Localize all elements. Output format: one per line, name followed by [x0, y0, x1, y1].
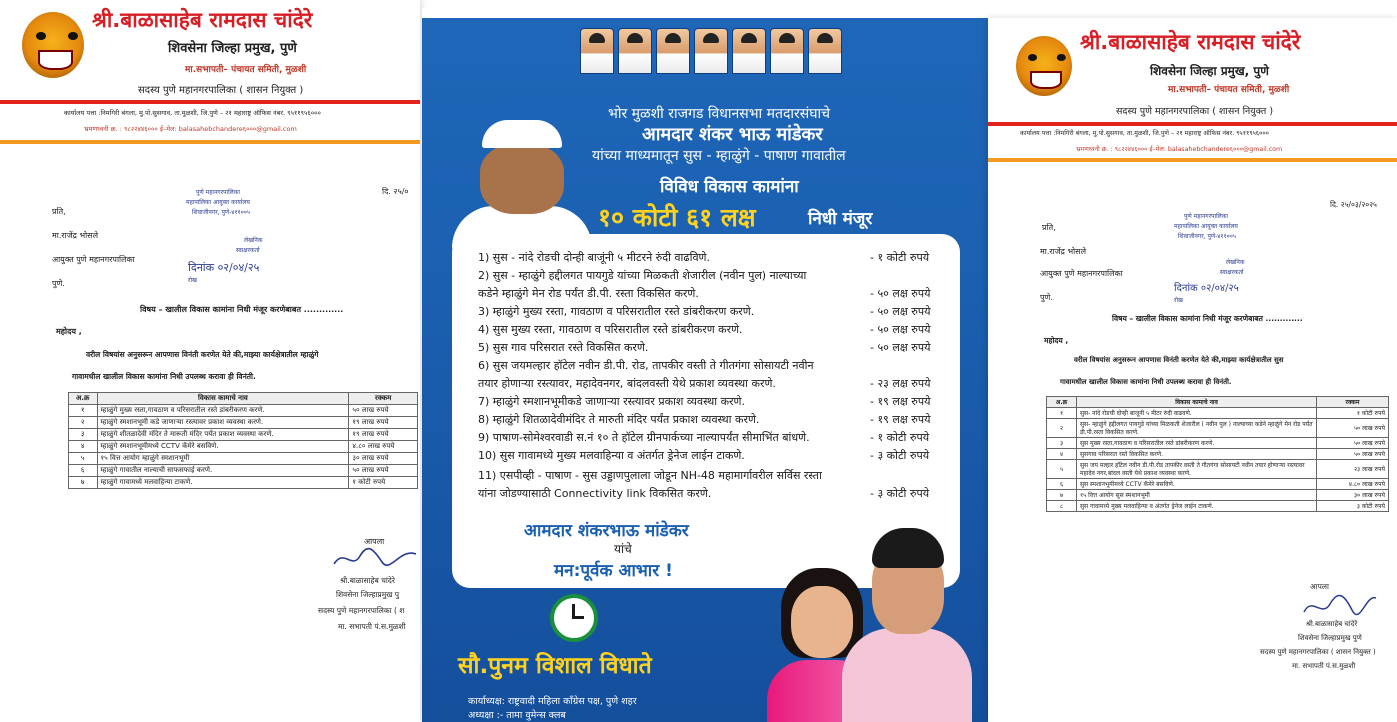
letter-to-3: पुणे. — [1040, 293, 1053, 302]
cell: ३० लाख रुपये — [349, 453, 418, 465]
work-row: 10) सुस गावामध्ये मुख्य मलवाहिन्या व अंतर्गत ड्रेनेज लाईन टाकणे. — [478, 449, 745, 462]
clock-icon — [550, 594, 598, 642]
cell: ५० लाख रुपये — [1317, 449, 1389, 460]
cell: ८ — [1047, 501, 1077, 512]
letterhead-rule-bottom — [988, 158, 1397, 162]
cell: ३ कोटी रुपये — [1317, 501, 1389, 512]
poster-amount-suffix: निधी मंजूर — [808, 209, 873, 229]
table-row — [69, 465, 418, 477]
work-row: 3) म्हाळुंगे मुख्य रस्ता, गावठाण व परिसरातील रस्ते डांबरीकरण करणे. — [478, 305, 755, 318]
letter-to-1: मा.राजेंद्र भोसले — [1040, 247, 1086, 256]
letter-salutation: महोदय , — [1044, 336, 1069, 345]
cell: २ — [1047, 419, 1077, 438]
letter-salutation: महोदय , — [56, 327, 82, 336]
work-amount: - ३ कोटी रुपये — [870, 487, 930, 500]
work-row: 6) सुस जयमल्हार हॉटेल नवीन डी.पी. रोड, तापकीर वस्ती ते गीतगंगा सोसायटी नवीन — [478, 359, 814, 372]
footer-line-2: अध्यक्षा :- तामा वुमेन्स क्लब — [468, 710, 566, 721]
sign-line-1: श्री.बाळासाहेब चांदेरे — [340, 576, 395, 585]
stamp-line-4: लेखनिक — [1226, 259, 1245, 266]
letterhead-sabhapati: मा.सभापती– पंचायत समिती, मुळशी — [1168, 85, 1290, 95]
poster-amount: १० कोटी ६१ लक्ष — [598, 203, 756, 232]
letterhead-sabhapati: मा.सभापती– पंचायत समिती, मुळशी — [185, 65, 307, 75]
table-row — [1047, 479, 1389, 490]
stamp-line-5: स्वाक्षरकर्ता — [236, 247, 260, 254]
cell: ५० लाख रुपये — [349, 405, 418, 417]
letterhead-rule-bottom — [0, 140, 420, 144]
cell: ४ — [1047, 449, 1077, 460]
cell: ४.८० लाख रुपये — [1317, 479, 1389, 490]
thanks-line-2: यांचे — [614, 542, 632, 556]
cell: १ कोटी रुपये — [1317, 408, 1389, 419]
letter-para-1: वरील विषयांस अनुसरून आपणास विनंती करणेत येते की,माझ्या कार्यक्षेत्रातील म्हाळुंगे — [86, 350, 319, 359]
signature — [330, 544, 420, 572]
works-table — [1046, 396, 1389, 512]
letterhead-member: सदस्य पुणे महानगरपालिका ( शासन नियुक्त ) — [138, 85, 304, 96]
work-amount: - ५० लक्ष रुपये — [870, 323, 931, 336]
cell: ४.८० लाख रुपये — [349, 441, 418, 453]
letter-aapla: आपला — [364, 537, 385, 546]
letter-subject: विषय – खालील विकास कामांना निधी मंजूर करणेबाबत ............. — [140, 305, 344, 314]
stamp-line-3: शिवाजीनगर, पुणे-४११००५ — [1178, 233, 1237, 240]
col-header: अ.क्र — [69, 393, 98, 405]
poster-line-1: भोर मुळशी राजगड विधानसभा मतदारसंघाचे — [608, 106, 831, 122]
man-photo — [842, 528, 972, 722]
letterhead-rule — [988, 122, 1397, 126]
sign-line-3: सदस्य पुणे महानगरपालिका ( श — [318, 606, 405, 615]
letterhead-member: सदस्य पुणे महानगरपालिका ( शासन नियुक्त ) — [1116, 106, 1274, 117]
work-amount: - १९ लक्ष रुपये — [870, 395, 931, 408]
cell: १९ लाख रुपये — [349, 429, 418, 441]
right-letter — [988, 18, 1397, 722]
table-row — [1047, 460, 1389, 479]
col-header: अ.क्र — [1047, 397, 1077, 408]
cell: सुस गावामध्ये मुख्य मलवाहिन्या व अंतर्गत ड्रेनेज लाईन टाकणे. — [1077, 501, 1317, 512]
cell: सुस जय मल्हार हॉटेल नवीन डी.पी.रोड तापकीर वस्ती ते गीतगंगा सोसायटी नवीन तयार होणाऱ्या रस्त्यावर महादेव नगर,बांदल वस्ती येथे प्रकाश व्यवस्था करणे. — [1077, 460, 1317, 479]
cell: २३ लाख रुपये — [1317, 460, 1389, 479]
sign-line-4: मा. सभापती पं.स.मुळशी — [1292, 662, 1356, 670]
cell: म्हाळुंगे मुख्य रस्ता,गावठाण व परिसरातील रस्ते डांबरीकरण करणे. — [97, 405, 349, 417]
poster-topbar — [422, 8, 988, 18]
letter-prati: प्रति, — [52, 207, 66, 216]
sign-line-3: सदस्य पुणे महानगरपालिका ( शासन नियुक्त ) — [1260, 648, 1376, 656]
letter-date: दि. २५/० — [382, 187, 409, 196]
table-row — [69, 405, 418, 417]
letter-to-1: मा.राजेंद्र भोसले — [52, 231, 98, 240]
work-amount: - १९ लक्ष रुपये — [870, 413, 931, 426]
cell: ५ — [1047, 460, 1077, 479]
table-header — [69, 393, 418, 405]
poster — [422, 8, 988, 722]
letterhead-name: श्री.बाळासाहेब रामदास चांदेरे — [1080, 30, 1301, 54]
cell: सुस- म्हाळुंगे हद्दीलगत पायगुडे यांच्या मिळकती शेजारील ( नवीन पुल ) नाल्याच्या कडेने म्हाळुंगे मेन रोड पर्यंत डी.पी.रस्ता विकसित करणे. — [1077, 419, 1317, 438]
work-row: 1) सुस - नांदे रोडची दोन्ही बाजूंनी ५ मीटरने रुंदी वाढविणे. — [478, 251, 711, 264]
sign-line-1: श्री.बाळासाहेब चांदेरे — [1306, 620, 1358, 628]
leader-photo — [618, 28, 652, 74]
work-row: 2) सुस - म्हाळुंगे हद्दीलगत पायगुडे यांच्या मिळकती शेजारील (नवीन पुल) नाल्याच्या — [478, 269, 807, 282]
letter-para-2: गावामधील खालील विकास कामांना निधी उपलब्ध करावा ही विनंती. — [72, 372, 256, 381]
work-amount: - २३ लक्ष रुपये — [870, 377, 931, 390]
tiger-logo — [1016, 36, 1072, 96]
cell: ३ — [69, 429, 98, 441]
letter-para-2: गावामधील खालील विकास कामांना निधी उपलब्ध करावा ही विनंती. — [1060, 378, 1232, 386]
stamp-date: दिनांक ०२/०४/२५ — [188, 261, 260, 274]
letterhead-phone: भ्रमणध्वनी क्र. : ९८२२४४६००० ई–मेल: balasahebchandere६०००@gmail.com — [1076, 146, 1283, 153]
letter-to-2: आयुक्त पुणे महानगरपालिका — [52, 255, 135, 264]
col-header: रक्कम — [349, 393, 418, 405]
cell: ७ — [69, 477, 98, 489]
work-amount: - ५० लक्ष रुपये — [870, 305, 931, 318]
sign-line-2: शिवसेना जिल्हाप्रमुख पु — [336, 590, 399, 599]
table-row — [69, 417, 418, 429]
cell: सुसगाव परिसरात रस्ते विकसित करणे. — [1077, 449, 1317, 460]
cell: १५ वित्त आयोग म्हाळुंगे स्मशानभूमी — [97, 453, 349, 465]
stamp-line-3: शिवाजीनगर, पुणे-४११००५ — [192, 209, 251, 216]
col-header: विकास कामाचे नाव — [1077, 397, 1317, 408]
stamp-line-2: महापालिका आयुक्त कार्यालय — [1174, 223, 1238, 230]
cell: ६ — [1047, 479, 1077, 490]
table-row — [69, 441, 418, 453]
work-row: 9) पाषाण-सोमेश्वरवाडी स.नं १० ते हॉटेल ग्रीनपार्कच्या नाल्यापर्यंत सीमाभिंत बांधणे. — [478, 431, 810, 444]
col-header: विकास कामाचे नाव — [97, 393, 349, 405]
letterhead-post: शिवसेना जिल्हा प्रमुख, पुणे — [168, 41, 297, 56]
cell: ५ — [69, 453, 98, 465]
letterhead-name: श्री.बाळासाहेब रामदास चांदेरे — [92, 8, 313, 32]
stamp-line-4: लेखनिक — [244, 237, 263, 244]
footer-name: सौ.पुनम विशाल विधाते — [458, 653, 652, 679]
work-row: 8) म्हाळुंगे शितळादेवीमंदिर ते मारुती मंदिर पर्यंत प्रकाश व्यवस्था करणे. — [478, 413, 760, 426]
cell: १९ लाख रुपये — [349, 417, 418, 429]
leader-photo — [656, 28, 690, 74]
cell: ३ — [1047, 438, 1077, 449]
stamp-line-2: महापालिका आयुक्त कार्यालय — [186, 199, 250, 206]
work-amount: - १ कोटी रुपये — [870, 251, 930, 264]
sign-line-2: शिवसेना जिल्हाप्रमुख पुणे — [1298, 634, 1362, 642]
cell: ४ — [69, 441, 98, 453]
letterhead-post: शिवसेना जिल्हा प्रमुख, पुणे — [1150, 64, 1269, 78]
tiger-logo — [22, 12, 84, 78]
work-amount: - ५० लक्ष रुपये — [870, 341, 931, 354]
table-row — [1047, 419, 1389, 438]
cell: म्हाळुंगे स्मशानभूमीमध्ये CCTV कॅमेरे बसविणे. — [97, 441, 349, 453]
letter-to-2: आयुक्त पुणे महानगरपालिका — [1040, 269, 1123, 278]
letterhead-address: कार्यालय पत्ता :निमगिरी बंगला, मु.पो.सुसगाव, ता.मुळशी, जि.पुणे – २१ महाराष्ट्र ऑफिस नंबर. ९५११९५६००० — [1020, 130, 1269, 137]
cell: सुस- नांदे रोडची दोन्ही बाजूनी ५ मीटर रुंदी वाढवणे. — [1077, 408, 1317, 419]
work-amount: - १ कोटी रुपये — [870, 431, 930, 444]
stamp-sign: रोख — [1174, 297, 1183, 304]
letter-aapla: आपला — [1310, 582, 1329, 591]
table-row — [69, 477, 418, 489]
stamp-line-1: पुणे महानगरपालिका — [1184, 213, 1228, 220]
col-header: रक्कम — [1317, 397, 1389, 408]
table-row — [1047, 438, 1389, 449]
work-row: 4) सुस मुख्य रस्ता, गावठाण व परिसरातील रस्ते डांबरीकरण करणे. — [478, 323, 743, 336]
stamp-line-5: स्वाक्षरकर्ता — [1220, 269, 1244, 276]
poster-line-4: विविध विकास कामांना — [660, 177, 799, 197]
mla-photo — [442, 118, 602, 248]
stamp-date: दिनांक ०२/०४/२५ — [1174, 283, 1239, 294]
thanks-line-3: मन:पूर्वक आभार ! — [554, 561, 673, 581]
work-amount: - ३ कोटी रुपये — [870, 449, 930, 462]
table-row — [1047, 408, 1389, 419]
cell: १ कोटी रुपये — [349, 477, 418, 489]
left-letter — [0, 0, 420, 722]
cell: १ — [69, 405, 98, 417]
cell: १ — [1047, 408, 1077, 419]
cell: ६ — [69, 465, 98, 477]
work-row: 7) म्हाळुंगे स्मशानभूमीकडे जाणाऱ्या रस्त्यावर प्रकाश व्यवस्था करणे. — [478, 395, 745, 408]
stamp-sign: रोख — [188, 277, 197, 284]
works-table — [68, 392, 418, 489]
cell: म्हाळुंगे गावामध्ये मलवाहिन्या टाकणे. — [97, 477, 349, 489]
leader-photo — [732, 28, 766, 74]
table-row — [69, 429, 418, 441]
cell: सुस स्मशानभूमीमध्ये CCTV कॅमेरे बसविणे. — [1077, 479, 1317, 490]
leader-photo — [808, 28, 842, 74]
cell: ५० लाख रुपये — [1317, 419, 1389, 438]
cell: म्हाळुंगे गावातील नाल्याची साफसफाई करणे. — [97, 465, 349, 477]
poster-line-3: यांच्या माध्यमातून सुस - म्हाळुंगे - पाषाण गावातील — [592, 148, 846, 164]
table-row — [69, 453, 418, 465]
leader-photo — [770, 28, 804, 74]
cell: ५० लाख रुपये — [1317, 438, 1389, 449]
sign-line-4: मा. सभापती पं.स.मुळशी — [338, 622, 406, 631]
cell: १५ वित्त आयोग सुस स्मशानभूमी — [1077, 490, 1317, 501]
footer-line-1: कार्याध्यक्ष: राष्ट्रवादी महिला काँग्रेस पक्ष, पुणे शहर — [468, 696, 637, 707]
leader-photo — [694, 28, 728, 74]
letter-date: दि. २५/०३/२०२५ — [1330, 200, 1377, 209]
poster-line-2: आमदार शंकर भाऊ मांडेकर — [642, 124, 823, 145]
letter-subject: विषय – खालील विकास कामांना निधी मंजूर करणेबाबत ............. — [1112, 314, 1303, 323]
cell: म्हाळुंगे शीतळादेवी मंदिर ते मारूती मंदिर पर्यंत प्रकाश व्यवस्था करणे. — [97, 429, 349, 441]
work-row: 5) सुस गाव परिसरात रस्ते विकसित करणे. — [478, 341, 649, 354]
table-row — [1047, 490, 1389, 501]
table-row — [1047, 449, 1389, 460]
cell: सुस मुख्य रस्ता,गावठाण व परिसरातील रस्ते डांबरीकरण करणे. — [1077, 438, 1317, 449]
table-row — [1047, 501, 1389, 512]
signature — [1300, 590, 1380, 620]
work-row: यांना जोडण्यासाठी Connectivity link विकसित करणे. — [478, 487, 712, 500]
letter-para-1: वरील विषयांस अनुसरून आपणास विनंती करणेत येते की,माझ्या कार्यक्षेत्रातील सुस — [1074, 356, 1284, 364]
letter-prati: प्रति, — [1042, 223, 1056, 232]
work-row: 11) एसपीव्ही - पाषाण - सुस उड्डाणपुलाला जोडून NH-48 महामार्गावरील सर्विस रस्ता — [478, 469, 822, 482]
thanks-line-1: आमदार शंकरभाऊ मांडेकर — [524, 521, 689, 541]
stamp-line-1: पुणे महानगरपालिका — [196, 189, 240, 196]
work-row: कडेने म्हाळुंगे मेन रोड पर्यंत डी.पी. रस्ता विकसित करणे. — [478, 287, 699, 300]
cell: म्हाळुंगे स्मशानभूमी कडे जाणाऱ्या रस्त्यावर प्रकाश व्यवस्था करणे. — [97, 417, 349, 429]
cell: २ — [69, 417, 98, 429]
cell: ७ — [1047, 490, 1077, 501]
letterhead-address: कार्यालय पत्ता :निमगिरी बंगला, मु.पो.सुसगाव, ता.मुळशी, जि.पुणे – २१ महाराष्ट्र ऑफिस नंबर. ९५११९५६००० — [64, 109, 321, 117]
letterhead-rule — [0, 100, 420, 104]
letter-to-3: पुणे. — [52, 279, 65, 288]
letterhead-phone: भ्रमणध्वनी क्र. : ९८२२४४६००० ई–मेल: balasahebchandere६०००@gmail.com — [84, 125, 297, 133]
table-header — [1047, 397, 1389, 408]
work-amount: - ५० लक्ष रुपये — [870, 287, 931, 300]
work-row: तयार होणाऱ्या रस्त्यावर, महादेवनगर, बांदलवस्ती येथे प्रकाश व्यवस्था करणे. — [478, 377, 776, 390]
cell: ३० लाख रुपये — [1317, 490, 1389, 501]
cell: ५० लाख रुपये — [349, 465, 418, 477]
leader-photo — [580, 28, 614, 74]
